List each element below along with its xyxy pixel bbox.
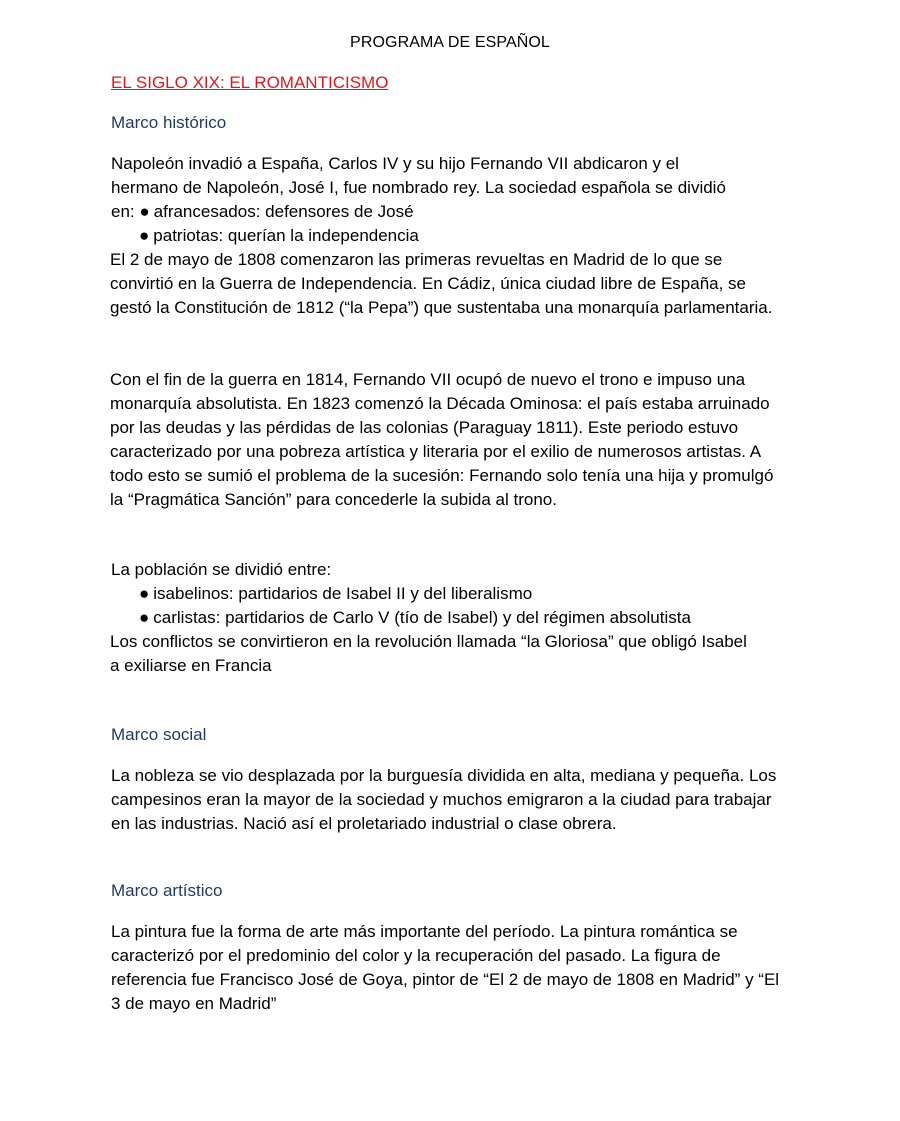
- list-item: [110, 224, 800, 248]
- historico-line-1: Napoleón invadió a España, Carlos IV y su hijo Fernando VII abdicaron y el: [111, 154, 679, 173]
- historico-line-3-prefix: en:: [111, 202, 140, 221]
- list-item: [110, 582, 800, 606]
- social-paragraph-1: La nobleza se vio desplazada por la burguesía dividida en alta, mediana y pequeña. Los campesinos eran la mayor de la sociedad y muchos emigraron a la ciudad para trabajar en las industrias. Nació así el proletariado industrial o clase obrera.: [111, 766, 777, 833]
- historico-paragraph-3: Con el fin de la guerra en 1814, Fernando VII ocupó de nuevo el trono e impuso una monarquía absolutista. En 1823 comenzó la Década Ominosa: el país estaba arruinado por las deudas y las pérdidas de las colonias (Paraguay 1811). Este periodo estuvo caracterizado por una pobreza artística y literaria por el exilio de numerosos artistas. A todo esto se sumió el problema de la sucesión: Fernando solo tenía una hija y promulgó la “Pragmática Sanción” para concederle la subida al trono.: [110, 370, 774, 509]
- document-title: PROGRAMA DE ESPAÑOL: [350, 34, 550, 51]
- historico-line-2: hermano de Napoleón, José I, fue nombrado rey. La sociedad española se dividió: [111, 178, 726, 197]
- bullet-icon: ●: [139, 584, 150, 603]
- bullet-icon: ●: [139, 202, 150, 221]
- heading-marco-historico: Marco histórico: [111, 113, 227, 132]
- list-item: [110, 606, 800, 630]
- bullet-afrancesados: afrancesados: defensores de José: [153, 202, 414, 221]
- historico-line-3: [110, 200, 800, 224]
- marco-social-body: [110, 764, 800, 836]
- marco-historico-body: [110, 152, 800, 320]
- historico-paragraph-2: El 2 de mayo de 1808 comenzaron las primeras revueltas en Madrid de lo que se convirtió en la Guerra de Independencia. En Cádiz, única ciudad libre de España, se gestó la Constitución de 1812 (“la Pepa”) que sustentaba una monarquía parlamentaria.: [110, 250, 773, 317]
- poblacion-block: [110, 558, 800, 678]
- bullet-icon: ●: [139, 608, 150, 627]
- artistico-paragraph-1: La pintura fue la forma de arte más importante del período. La pintura romántica se caracterizó por el predominio del color y la recuperación del pasado. La figura de referencia fue Francisco José de Goya, pintor de “El 2 de mayo de 1808 en Madrid” y “El 3 de mayo en Madrid”: [111, 922, 780, 1013]
- bullet-isabelinos: isabelinos: partidarios de Isabel II y del liberalismo: [153, 584, 533, 603]
- bullet-icon: ●: [139, 226, 150, 245]
- historico-paragraph-3-block: [110, 368, 800, 512]
- bullet-carlistas: carlistas: partidarios de Carlo V (tío de Isabel) y del régimen absolutista: [153, 608, 691, 627]
- historico-paragraph-5: Los conflictos se convirtieron en la revolución llamada “la Gloriosa” que obligó Isabel a exiliarse en Francia: [110, 632, 747, 675]
- heading-marco-social: Marco social: [111, 725, 207, 744]
- heading-marco-artistico: Marco artístico: [111, 881, 223, 900]
- bullet-patriotas: patriotas: querían la independencia: [153, 226, 419, 245]
- poblacion-intro: La población se dividió entre:: [111, 560, 332, 579]
- main-heading: EL SIGLO XIX: EL ROMANTICISMO: [111, 73, 389, 92]
- marco-artistico-body: [110, 920, 800, 1016]
